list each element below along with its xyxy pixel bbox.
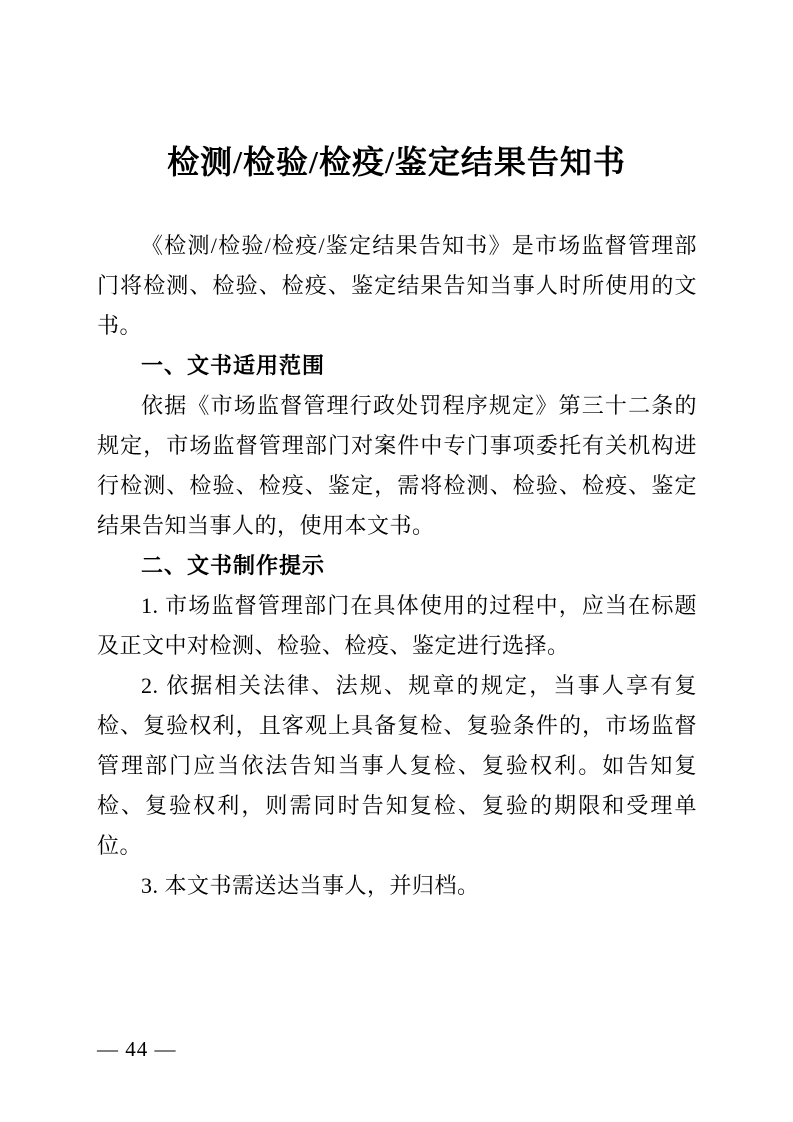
intro-paragraph: 《检测/检验/检疫/鉴定结果告知书》是市场监督管理部门将检测、检验、检疫、鉴定结果告知当事人时所使用的文书。 (97, 233, 697, 338)
section-heading-drafting-tips: 二、文书制作提示 (141, 553, 326, 578)
document-title: 检测/检验/检疫/鉴定结果告知书 (167, 144, 626, 180)
page-number: — 44 — (97, 1037, 177, 1061)
page-footer (97, 1036, 177, 1062)
scope-paragraph: 依据《市场监督管理行政处罚程序规定》第三十二条的规定，市场监督管理部门对案件中专门事项委托有关机构进行检测、检验、检疫、鉴定，需将检测、检验、检疫、鉴定结果告知当事人的，使用本文书。 (97, 393, 697, 538)
tip-item-1: 1. 市场监督管理部门在具体使用的过程中，应当在标题及正文中对检测、检验、检疫、鉴定进行选择。 (97, 593, 697, 658)
tip-item-3: 3. 本文书需送达当事人，并归档。 (141, 873, 480, 898)
tip-item-2: 2. 依据相关法律、法规、规章的规定，当事人享有复检、复验权利，且客观上具备复检、复验条件的，市场监督管理部门应当依法告知当事人复检、复验权利。如告知复检、复验权利，则需同时告知复检、复验的期限和受理单位。 (97, 673, 697, 858)
document-body (97, 226, 697, 906)
section-heading-scope: 一、文书适用范围 (141, 353, 326, 378)
